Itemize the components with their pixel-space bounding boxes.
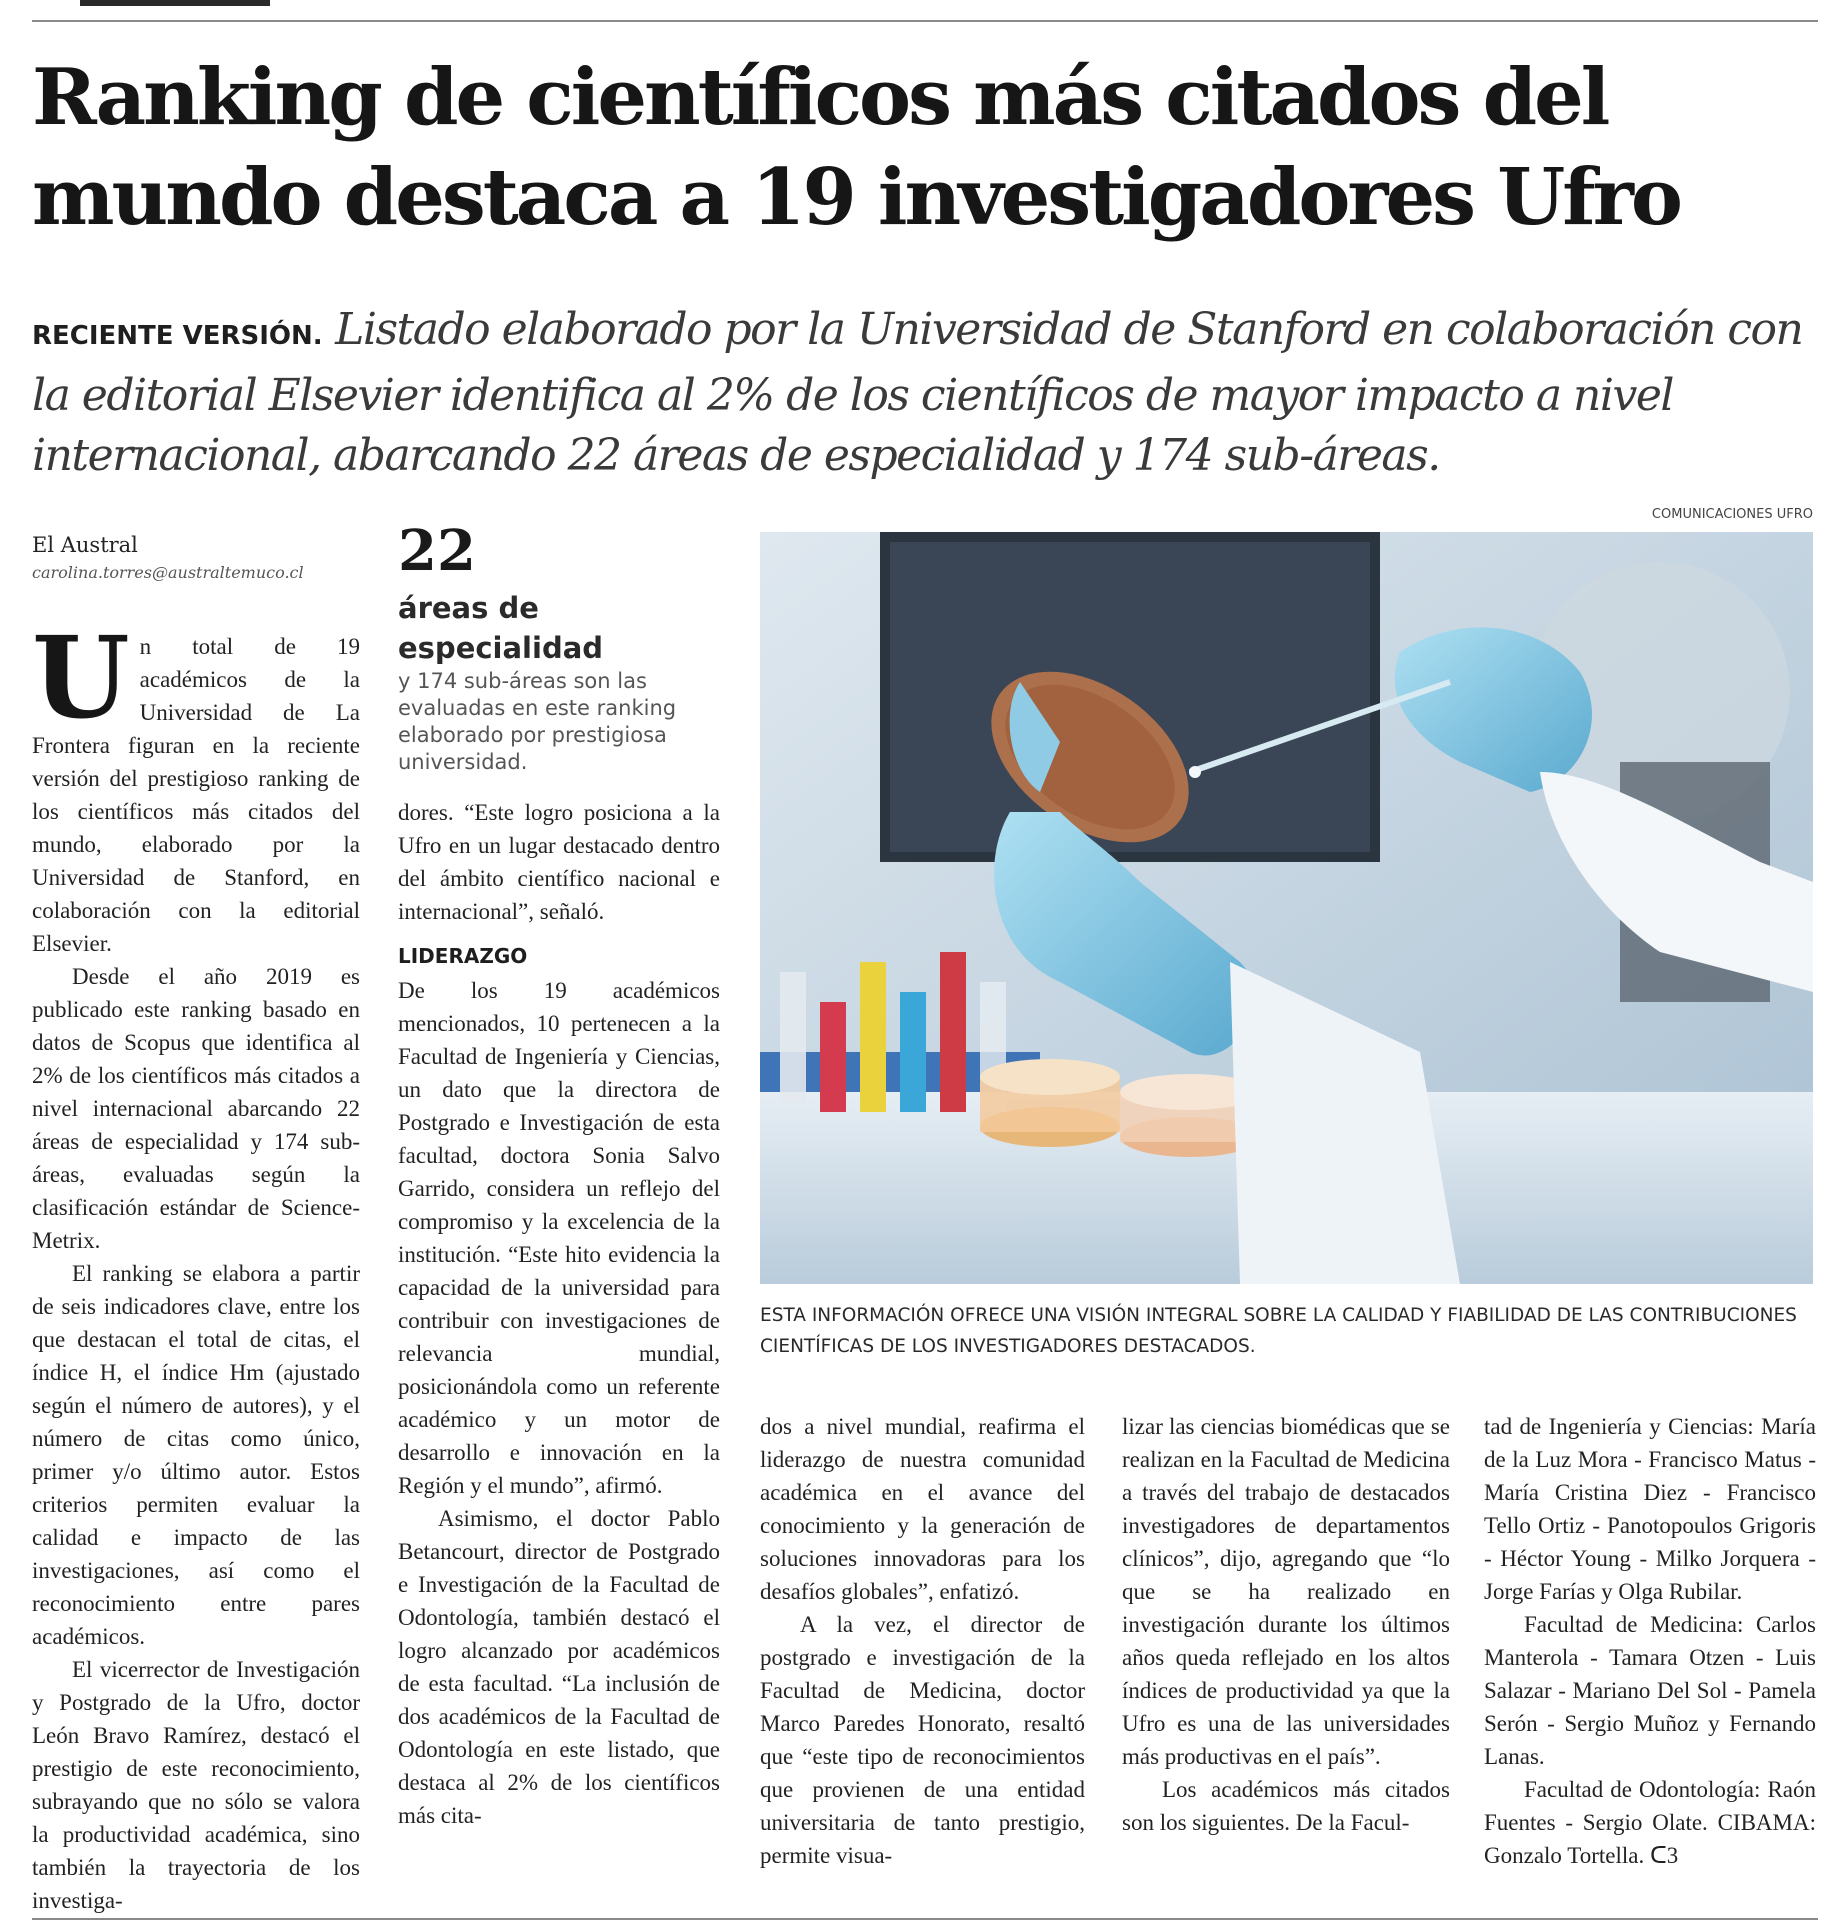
body-paragraph: lizar las ciencias biomédicas que se realizan en la Facultad de Medicina a través del trabajo de destacados investigadores de departamentos clínicos”, dijo, agregando que “lo que se ha realizado en investigación durante los últimos años queda reflejado en los altos índices de productividad ya que la Ufro es una de las universidades más productivas en el país”. <box>1122 1414 1450 1769</box>
byline-email: carolina.torres@australtemuco.cl <box>32 563 304 582</box>
section-subhead: LIDERAZGO <box>398 944 528 968</box>
bottom-rule <box>32 1918 1818 1920</box>
headline: Ranking de científicos más citados del mundo destaca a 19 investigadores Ufro <box>32 52 1680 243</box>
body-paragraph: dores. “Este logro posiciona a la Ufro en un lugar destacado dentro del ámbito científico nacional e internacional”, señaló. <box>398 800 720 924</box>
paragraph-text: n total de 19 académicos de la Universidad de La Frontera figuran en la reciente versión del prestigioso ranking de los científicos más citados del mundo, elaborado por la Universidad de Stanford, en colaboración con la editorial Elsevier. <box>32 634 360 956</box>
body-column-2 <box>398 796 720 1832</box>
byline-author: El Austral <box>32 533 138 557</box>
stat-callout <box>398 520 720 776</box>
section-marker-bar <box>80 0 270 6</box>
body-paragraph: A la vez, el director de postgrado e investigación de la Facultad de Medicina, doctor Marco Paredes Honorato, resaltó que “este tipo de reconocimientos que provienen de una entidad universitaria de tanto prestigio, permite visua- <box>760 1612 1085 1868</box>
callout-text: y 174 sub-áreas son las evaluadas en este ranking elaborado por prestigiosa universidad. <box>398 669 677 774</box>
paragraph-text: Facultad de Odontología: Raón Fuentes - Sergio Olate. CIBAMA: Gonzalo Tortella. <box>1484 1777 1816 1868</box>
body-paragraph <box>32 613 360 960</box>
body-column-1 <box>32 613 360 1917</box>
body-paragraph: El vicerrector de Investigación y Postgrado de la Ufro, doctor León Bravo Ramírez, destacó el prestigio de este reconocimiento, subrayando que no sólo se valora la productividad académica, sino también la trayectoria de los investiga- <box>32 1657 360 1913</box>
body-column-3 <box>760 1410 1085 1872</box>
body-paragraph: Asimismo, el doctor Pablo Betancourt, director de Postgrado e Investigación de la Facultad de Odontología, también destacó el logro alcanzado por académicos de esta facultad. “La inclusión de dos académicos de la Facultad de Odontología en este listado, que destaca al 2% de los científicos más cita- <box>398 1506 720 1828</box>
end-mark: ᑕ3 <box>1649 1843 1679 1868</box>
body-paragraph: Desde el año 2019 es publicado este ranking basado en datos de Scopus que identifica al 2% de los científicos más citados a nivel internacional abarcando 22 áreas de especialidad y 174 sub-áreas, evaluadas según la clasificación estándar de Science-Metrix. <box>32 964 360 1253</box>
body-column-4 <box>1122 1410 1450 1839</box>
lab-photo-illustration <box>760 532 1813 1284</box>
callout-label: áreas de especialidad <box>398 591 604 665</box>
body-paragraph: De los 19 académicos mencionados, 10 pertenecen a la Facultad de Ingeniería y Ciencias, un dato que la directora de Postgrado e Investigación de esta facultad, doctora Sonia Salvo Garrido, considera un reflejo del compromiso y la excelencia de la institución. “Este hito evidencia la capacidad de la universidad para contribuir con investigaciones de relevancia mundial, posicionándola como un referente académico y un motor de desarrollo e innovación en la Región y el mundo”, afirmó. <box>398 978 720 1498</box>
photo-caption: ESTA INFORMACIÓN OFRECE UNA VISIÓN INTEGRAL SOBRE LA CALIDAD Y FIABILIDAD DE LAS CONTRIBUCIONES CIENTÍFICAS DE LOS INVESTIGADORES DESTACADOS. <box>760 1305 1797 1357</box>
body-paragraph: El ranking se elabora a partir de seis indicadores clave, entre los que destacan el total de citas, el índice H, el índice Hm (ajustado según el número de autores), y el número de citas como único, primer y/o último autor. Estos criterios permiten evaluar la calidad e impacto de las investigaciones, así como el reconocimiento entre pares académicos. <box>32 1261 360 1649</box>
body-column-5 <box>1484 1410 1816 1872</box>
photo-credit: COMUNICACIONES UFRO <box>1651 507 1813 522</box>
deck <box>32 300 1822 486</box>
body-paragraph: tad de Ingeniería y Ciencias: María de la Luz Mora - Francisco Matus - María Cristina Diez - Francisco Tello Ortiz - Panotopoulos Grigoris - Héctor Young - Milko Jorquera - Jorge Farías y Olga Rubilar. <box>1484 1414 1816 1604</box>
lab-photo <box>760 532 1813 1284</box>
body-paragraph <box>1484 1773 1816 1872</box>
top-rule <box>32 20 1818 22</box>
body-paragraph: Los académicos más citados son los siguientes. De la Facul- <box>1122 1777 1450 1835</box>
body-paragraph: dos a nivel mundial, reafirma el liderazgo de nuestra comunidad académica en el avance del conocimiento y la generación de soluciones innovadoras para los desafíos globales”, enfatizó. <box>760 1414 1085 1604</box>
body-paragraph: Facultad de Medicina: Carlos Manterola - Tamara Otzen - Luis Salazar - Mariano Del Sol - Pamela Serón - Sergio Muñoz y Fernando Lanas. <box>1484 1612 1816 1769</box>
deck-kicker: RECIENTE VERSIÓN. <box>32 321 323 351</box>
callout-number: 22 <box>398 518 476 584</box>
byline <box>32 530 362 586</box>
dropcap: U <box>32 613 130 744</box>
deck-text: Listado elaborado por la Universidad de Stanford en colaboración con la editorial Elsevier identifica al 2% de los científicos de mayor impacto a nivel internacional, abarcando 22 áreas de especialidad y 174 sub-áreas. <box>32 304 1803 481</box>
